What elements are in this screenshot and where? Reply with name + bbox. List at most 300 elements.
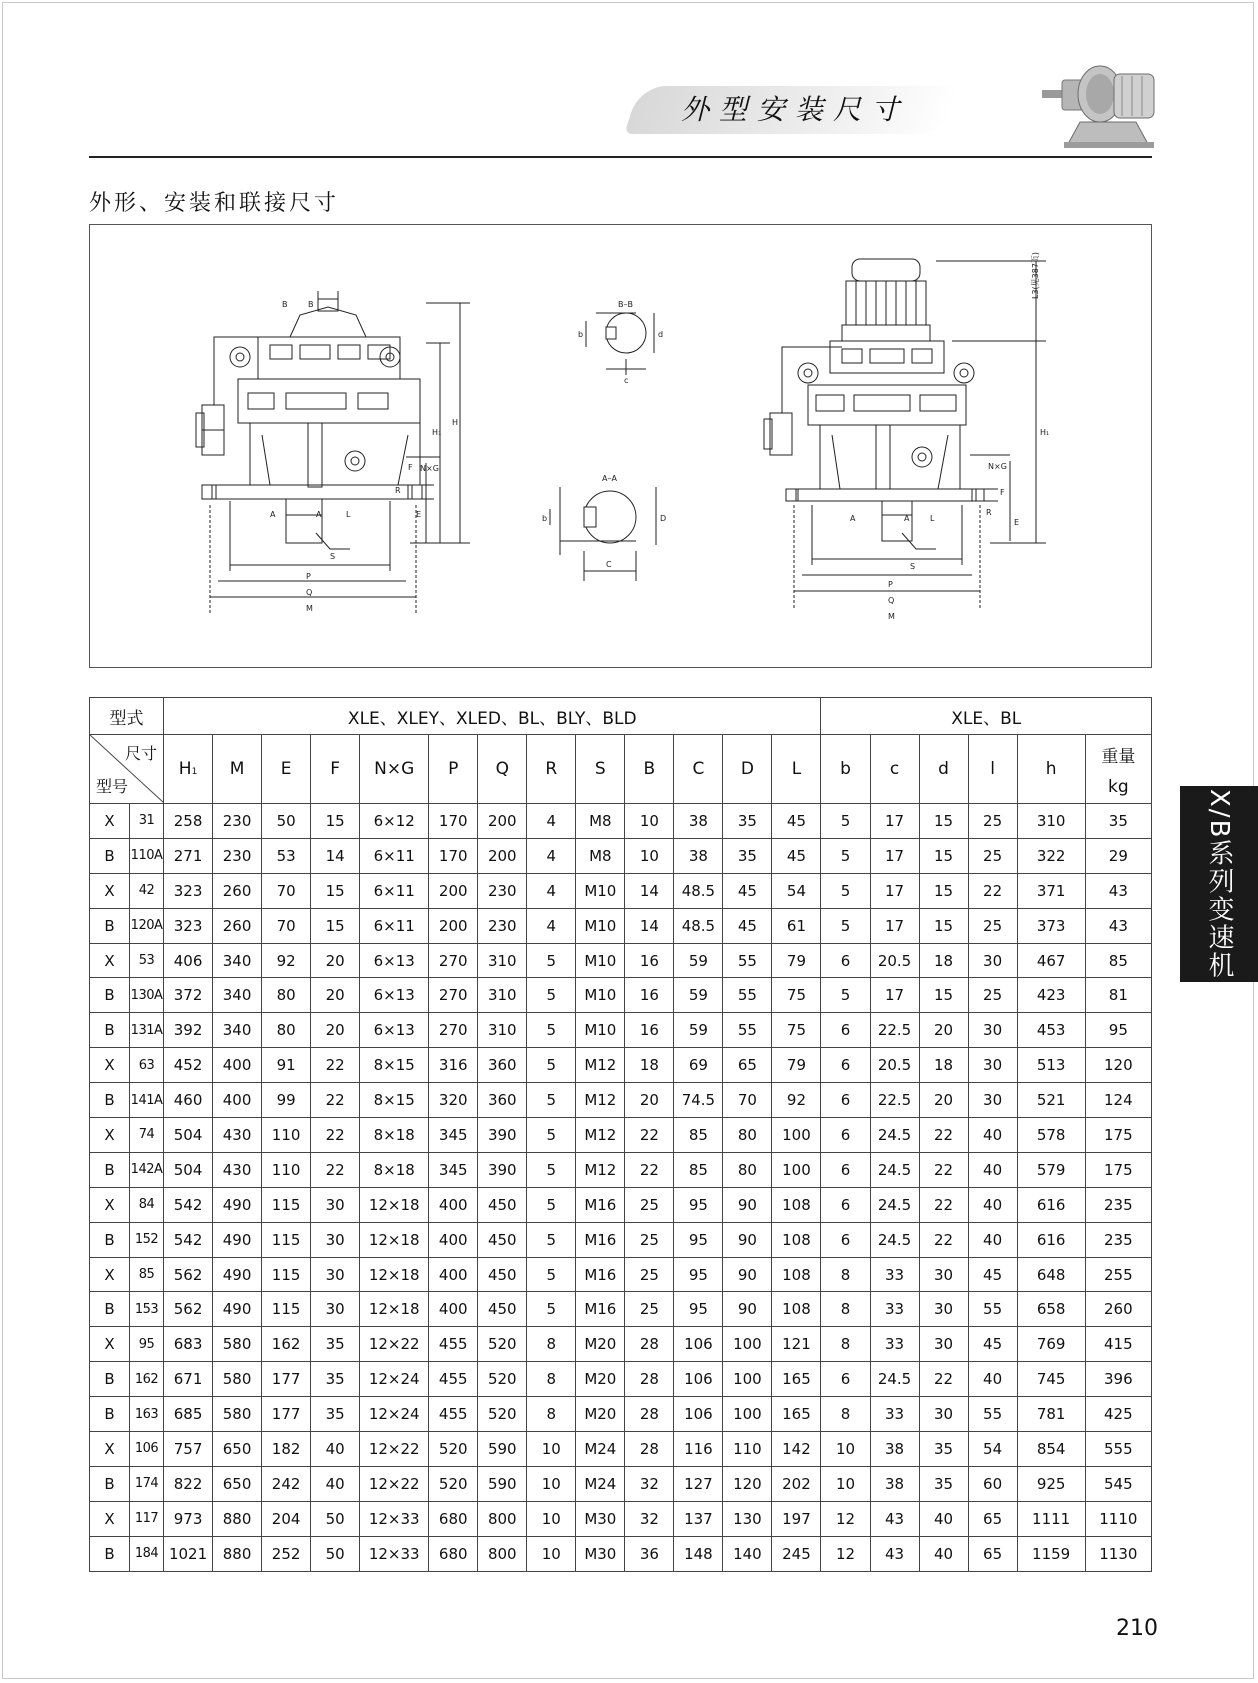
value-cell: 10 [821,1466,870,1501]
value-cell: 95 [674,1292,723,1327]
value-cell: 260 [213,873,262,908]
section-views [550,313,656,581]
side-tab-label: X/B系列变速机 [1204,788,1234,980]
value-cell: M24 [576,1432,625,1467]
col-header-16: h [1017,735,1085,804]
col-header-10: D [723,735,772,804]
value-cell: 392 [164,1013,213,1048]
value-cell: 95 [674,1257,723,1292]
left-reducer-drawing [196,291,470,615]
value-cell: 5 [527,1257,576,1292]
value-cell: 20 [311,943,360,978]
value-cell: 580 [213,1397,262,1432]
value-cell: 30 [968,1048,1017,1083]
value-cell: 360 [478,1048,527,1083]
type-cell: B [90,1222,130,1257]
value-cell: 542 [164,1187,213,1222]
value-cell: 28 [625,1362,674,1397]
label-h: H [452,418,459,427]
value-cell: 520 [478,1362,527,1397]
table-row [90,1466,1152,1501]
value-cell: 15 [919,978,968,1013]
value-cell: 59 [674,943,723,978]
value-cell: 520 [478,1397,527,1432]
model-cell: 120A [130,908,164,943]
label-d-aa: D [660,514,667,523]
value-cell: 12×33 [360,1501,429,1536]
h1-sub: 1 [191,767,198,777]
model-cell: 152 [130,1222,164,1257]
value-cell: 16 [625,1013,674,1048]
page-number: 210 [1116,1616,1158,1641]
col-header-2: F [311,735,360,804]
type-cell: B [90,1362,130,1397]
value-cell: 17 [870,838,919,873]
col-header-14: d [919,735,968,804]
label-h1: H₁ [432,428,442,437]
value-cell: 320 [429,1083,478,1118]
label-nxg-right: N×G [988,462,1007,471]
model-cell: 63 [130,1048,164,1083]
value-cell: 467 [1017,943,1085,978]
value-cell: 65 [968,1501,1017,1536]
value-cell: 127 [674,1466,723,1501]
value-cell: 32 [625,1466,674,1501]
value-cell: 10 [527,1466,576,1501]
value-cell: M10 [576,943,625,978]
value-cell: 79 [772,943,821,978]
value-cell: 781 [1017,1397,1085,1432]
label-b-right: B [308,300,314,309]
value-cell: 680 [429,1501,478,1536]
value-cell: 22 [919,1118,968,1153]
value-cell: 310 [478,978,527,1013]
value-cell: 5 [527,1118,576,1153]
table-column-header [90,735,1152,804]
value-cell: 55 [723,978,772,1013]
value-cell: M8 [576,838,625,873]
value-cell: 25 [968,838,1017,873]
value-cell: 25 [625,1187,674,1222]
model-cell: 184 [130,1536,164,1571]
label-a-right-r: A [904,514,910,523]
value-cell: 15 [919,873,968,908]
value-cell: 12×18 [360,1292,429,1327]
value-cell: 5 [527,1187,576,1222]
value-cell: 100 [723,1327,772,1362]
col-header-11: L [772,735,821,804]
value-cell: 455 [429,1397,478,1432]
value-cell: 45 [723,873,772,908]
dimension-table [89,697,1152,1572]
value-cell: M16 [576,1187,625,1222]
value-cell: 22 [919,1362,968,1397]
model-cell: 53 [130,943,164,978]
type-cell: X [90,943,130,978]
value-cell: 340 [213,978,262,1013]
h1-main: H [178,759,192,779]
value-cell: 6×12 [360,804,429,839]
value-cell: 35 [919,1432,968,1467]
type-cell: B [90,1013,130,1048]
value-cell: 22.5 [870,1083,919,1118]
value-cell: 100 [723,1362,772,1397]
label-q-right: Q [888,596,895,605]
type-cell: B [90,1083,130,1118]
value-cell: 5 [527,1222,576,1257]
model-cell: 174 [130,1466,164,1501]
value-cell: 580 [213,1327,262,1362]
value-cell: 5 [821,908,870,943]
value-cell: 22 [311,1048,360,1083]
value-cell: 200 [478,838,527,873]
value-cell: 8×15 [360,1048,429,1083]
value-cell: 35 [1085,804,1151,839]
value-cell: 170 [429,804,478,839]
label-s-right: S [910,562,916,571]
value-cell: 100 [772,1118,821,1153]
value-cell: 5 [821,804,870,839]
value-cell: 271 [164,838,213,873]
value-cell: M20 [576,1397,625,1432]
value-cell: 6×11 [360,908,429,943]
value-cell: 30 [968,1013,1017,1048]
table-row [90,1083,1152,1118]
value-cell: 12×22 [360,1327,429,1362]
label-q: Q [306,588,313,597]
value-cell: 40 [968,1152,1017,1187]
type-cell: B [90,908,130,943]
col-header-5: Q [478,735,527,804]
value-cell: 45 [772,838,821,873]
value-cell: 55 [968,1292,1017,1327]
value-cell: 340 [213,943,262,978]
value-cell: 30 [968,943,1017,978]
value-cell: 616 [1017,1222,1085,1257]
col-header-1: E [262,735,311,804]
value-cell: 425 [1085,1397,1151,1432]
value-cell: 396 [1085,1362,1151,1397]
value-cell: 880 [213,1536,262,1571]
table-row [90,1432,1152,1467]
value-cell: 5 [527,1292,576,1327]
label-f: F [408,463,413,472]
value-cell: 6×11 [360,873,429,908]
table-row [90,1152,1152,1187]
value-cell: 120 [1085,1048,1151,1083]
model-cell: 31 [130,804,164,839]
value-cell: 360 [478,1083,527,1118]
value-cell: 450 [478,1292,527,1327]
value-cell: 200 [429,873,478,908]
table-row [90,1118,1152,1153]
value-cell: 175 [1085,1118,1151,1153]
diagonal-header-cell [90,735,164,804]
label-a-right: A [316,510,322,519]
label-e-right: E [1014,518,1020,527]
type-cell: X [90,1432,130,1467]
value-cell: 40 [968,1362,1017,1397]
value-cell: 230 [213,804,262,839]
type-cell: B [90,1397,130,1432]
value-cell: 20 [311,978,360,1013]
value-cell: 650 [213,1466,262,1501]
value-cell: 17 [870,873,919,908]
value-cell: 50 [311,1536,360,1571]
value-cell: 854 [1017,1432,1085,1467]
value-cell: 48.5 [674,908,723,943]
value-cell: 415 [1085,1327,1151,1362]
value-cell: 38 [674,804,723,839]
value-cell: 110 [723,1432,772,1467]
label-c-aa: C [606,560,612,569]
value-cell: 490 [213,1222,262,1257]
value-cell: 1159 [1017,1536,1085,1571]
value-cell: 880 [213,1501,262,1536]
value-cell: 460 [164,1083,213,1118]
col-header-8: B [625,735,674,804]
table-row [90,1327,1152,1362]
value-cell: 85 [674,1152,723,1187]
value-cell: 683 [164,1327,213,1362]
value-cell: 30 [919,1327,968,1362]
value-cell: 12×22 [360,1432,429,1467]
value-cell: 680 [429,1536,478,1571]
model-cell: 85 [130,1257,164,1292]
value-cell: 822 [164,1466,213,1501]
value-cell: 55 [968,1397,1017,1432]
value-cell: 30 [311,1222,360,1257]
table-row [90,943,1152,978]
value-cell: 316 [429,1048,478,1083]
value-cell: 258 [164,804,213,839]
value-cell: 24.5 [870,1362,919,1397]
value-cell: 555 [1085,1432,1151,1467]
value-cell: 455 [429,1327,478,1362]
value-cell: 455 [429,1362,478,1397]
value-cell: 55 [723,943,772,978]
value-cell: 30 [919,1292,968,1327]
value-cell: 69 [674,1048,723,1083]
value-cell: 590 [478,1432,527,1467]
value-cell: 925 [1017,1466,1085,1501]
value-cell: 8×18 [360,1118,429,1153]
value-cell: 390 [478,1118,527,1153]
value-cell: 579 [1017,1152,1085,1187]
label-p: P [306,572,311,581]
value-cell: 520 [429,1432,478,1467]
type-cell: X [90,1118,130,1153]
value-cell: 148 [674,1536,723,1571]
value-cell: 30 [311,1292,360,1327]
value-cell: 590 [478,1466,527,1501]
value-cell: 25 [625,1222,674,1257]
value-cell: 43 [870,1536,919,1571]
value-cell: 124 [1085,1083,1151,1118]
value-cell: 55 [723,1013,772,1048]
value-cell: 177 [262,1397,311,1432]
value-cell: 30 [919,1397,968,1432]
value-cell: 59 [674,1013,723,1048]
value-cell: 22 [311,1152,360,1187]
value-cell: M10 [576,908,625,943]
weight-unit: kg [1108,776,1129,797]
value-cell: 15 [919,804,968,839]
group-label-type: 型式 [90,698,164,735]
value-cell: 40 [968,1187,1017,1222]
value-cell: 6 [821,943,870,978]
value-cell: M10 [576,873,625,908]
value-cell: M12 [576,1048,625,1083]
value-cell: 24.5 [870,1152,919,1187]
label-nxg: N×G [420,464,439,473]
value-cell: 50 [311,1501,360,1536]
value-cell: 757 [164,1432,213,1467]
value-cell: 20 [919,1083,968,1118]
value-cell: 28 [625,1327,674,1362]
value-cell: M20 [576,1327,625,1362]
value-cell: 6 [821,1118,870,1153]
value-cell: 521 [1017,1083,1085,1118]
col-header-6: R [527,735,576,804]
value-cell: M10 [576,1013,625,1048]
right-reducer-drawing [764,259,1046,609]
value-cell: 92 [262,943,311,978]
value-cell: 1110 [1085,1501,1151,1536]
col-header-0: M [213,735,262,804]
value-cell: 28 [625,1432,674,1467]
col-header-h1 [164,735,213,804]
value-cell: 1130 [1085,1536,1151,1571]
value-cell: 91 [262,1048,311,1083]
value-cell: 197 [772,1501,821,1536]
value-cell: M30 [576,1536,625,1571]
value-cell: 800 [478,1501,527,1536]
value-cell: 200 [429,908,478,943]
value-cell: 8 [821,1257,870,1292]
value-cell: M8 [576,804,625,839]
value-cell: 22 [311,1083,360,1118]
value-cell: 371 [1017,873,1085,908]
value-cell: 22 [919,1152,968,1187]
value-cell: 108 [772,1257,821,1292]
type-cell: B [90,838,130,873]
label-a-right-l: A [850,514,856,523]
table-row [90,1397,1152,1432]
value-cell: 116 [674,1432,723,1467]
value-cell: 400 [429,1222,478,1257]
value-cell: 400 [429,1292,478,1327]
value-cell: 345 [429,1152,478,1187]
value-cell: 90 [723,1222,772,1257]
value-cell: 10 [625,804,674,839]
value-cell: 95 [674,1187,723,1222]
value-cell: 24.5 [870,1118,919,1153]
value-cell: 22 [919,1222,968,1257]
value-cell: 323 [164,908,213,943]
value-cell: 65 [968,1536,1017,1571]
value-cell: M16 [576,1222,625,1257]
value-cell: 40 [919,1501,968,1536]
value-cell: 20.5 [870,1048,919,1083]
page-title: 外型安装尺寸 [680,93,909,126]
value-cell: 137 [674,1501,723,1536]
col-header-9: C [674,735,723,804]
table-row [90,873,1152,908]
value-cell: 235 [1085,1222,1151,1257]
value-cell: 35 [723,838,772,873]
value-cell: M12 [576,1152,625,1187]
value-cell: M16 [576,1257,625,1292]
value-cell: 20 [311,1013,360,1048]
value-cell: 10 [821,1432,870,1467]
value-cell: 5 [821,838,870,873]
value-cell: 4 [527,804,576,839]
value-cell: 6×11 [360,838,429,873]
value-cell: 648 [1017,1257,1085,1292]
value-cell: 115 [262,1292,311,1327]
value-cell: 545 [1085,1466,1151,1501]
value-cell: 406 [164,943,213,978]
value-cell: 40 [311,1432,360,1467]
value-cell: 204 [262,1501,311,1536]
col-header-4: P [429,735,478,804]
value-cell: 650 [213,1432,262,1467]
value-cell: 4 [527,838,576,873]
type-cell: X [90,804,130,839]
value-cell: 33 [870,1327,919,1362]
value-cell: 30 [311,1257,360,1292]
value-cell: 12 [821,1501,870,1536]
value-cell: 165 [772,1362,821,1397]
value-cell: 108 [772,1292,821,1327]
type-cell: X [90,1501,130,1536]
value-cell: 43 [870,1501,919,1536]
value-cell: 80 [262,978,311,1013]
value-cell: 81 [1085,978,1151,1013]
label-p-right: P [888,580,893,589]
diag-label-size: 尺寸 [125,744,158,763]
value-cell: 32 [625,1501,674,1536]
value-cell: 110 [262,1118,311,1153]
value-cell: 16 [625,978,674,1013]
model-cell: 163 [130,1397,164,1432]
table-row [90,1257,1152,1292]
value-cell: 616 [1017,1187,1085,1222]
value-cell: 61 [772,908,821,943]
model-cell: 162 [130,1362,164,1397]
value-cell: 260 [213,908,262,943]
table-row [90,1536,1152,1571]
model-cell: 110A [130,838,164,873]
model-cell: 153 [130,1292,164,1327]
value-cell: 35 [311,1327,360,1362]
table-row [90,1013,1152,1048]
label-aa: A–A [602,474,617,483]
value-cell: 40 [311,1466,360,1501]
value-cell: 115 [262,1187,311,1222]
value-cell: 5 [527,978,576,1013]
dimension-drawing [89,224,1152,668]
value-cell: 92 [772,1083,821,1118]
value-cell: 15 [311,908,360,943]
value-cell: 177 [262,1362,311,1397]
value-cell: 40 [919,1536,968,1571]
value-cell: 542 [164,1222,213,1257]
value-cell: 17 [870,978,919,1013]
value-cell: 175 [1085,1152,1151,1187]
type-cell: X [90,1257,130,1292]
